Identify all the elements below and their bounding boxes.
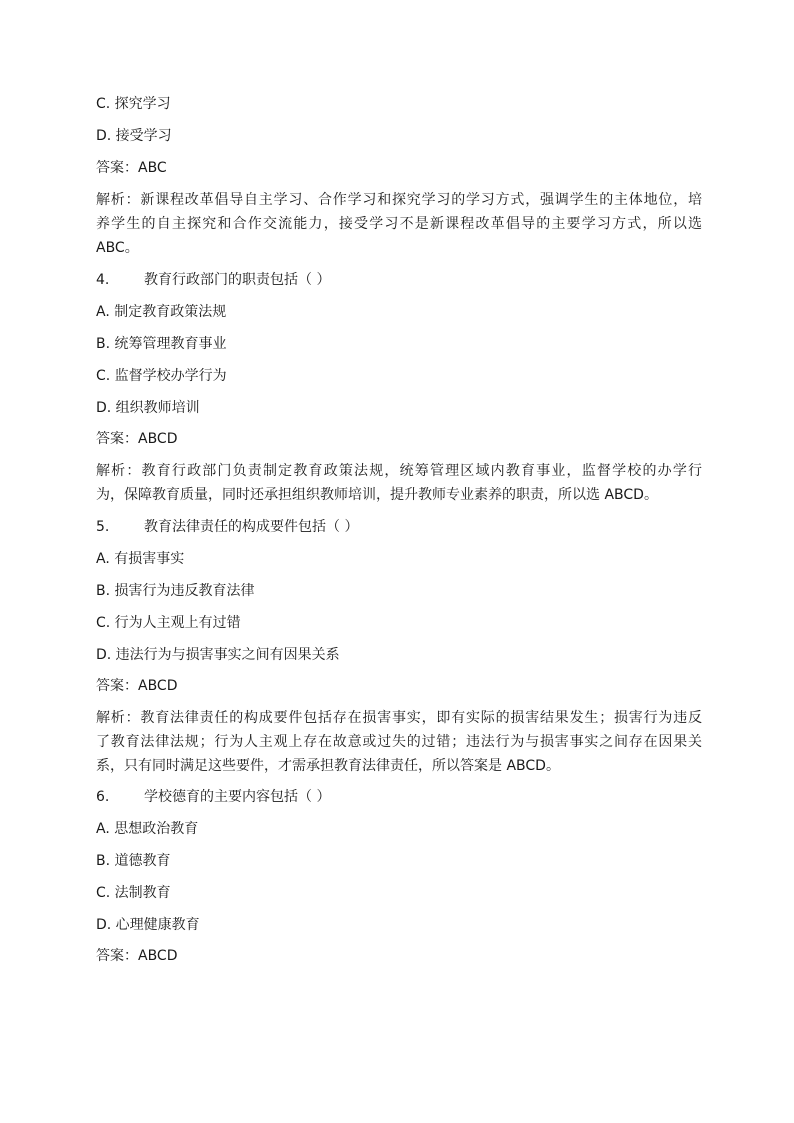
q6-option-b: B. 道德教育	[96, 853, 171, 869]
q5-option-c: C. 行为人主观上有过错	[96, 615, 241, 631]
q4-analysis-line-2: 为，保障教育质量，同时还承担组织教师培训，提升教师专业素养的职责，所以选 ABCD。	[96, 487, 658, 503]
q5-option-d: D. 违法行为与损害事实之间有因果关系	[96, 647, 340, 663]
q4-number: 4.	[96, 272, 110, 288]
q5-option-a: A. 有损害事实	[96, 551, 185, 567]
q5-stem: 教育法律责任的构成要件包括（ ）	[144, 519, 359, 535]
q4-analysis-line-1: 解析：教育行政部门负责制定教育政策法规，统筹管理区域内教育事业，监督学校的办学行	[96, 463, 702, 479]
q5-analysis-line-1: 解析：教育法律责任的构成要件包括存在损害事实，即有实际的损害结果发生；损害行为违反	[96, 710, 702, 726]
q6-number: 6.	[96, 789, 110, 805]
q4-answer: 答案：ABCD	[96, 431, 178, 447]
q6-stem-line	[96, 785, 702, 809]
q4-option-c: C. 监督学校办学行为	[96, 368, 227, 384]
q4-option-a: A. 制定教育政策法规	[96, 304, 227, 320]
q5-option-b: B. 损害行为违反教育法律	[96, 583, 255, 599]
q3-answer: 答案：ABC	[96, 160, 167, 176]
q5-stem-line	[96, 515, 702, 539]
q3-analysis-line-3: ABC。	[96, 240, 139, 256]
q3-analysis-line-1: 解析：新课程改革倡导自主学习、合作学习和探究学习的学习方式，强调学生的主体地位，培	[96, 192, 702, 208]
q4-option-d: D. 组织教师培训	[96, 400, 200, 416]
q3-analysis	[96, 188, 702, 260]
q6-option-d: D. 心理健康教育	[96, 917, 200, 933]
q5-analysis	[96, 706, 702, 778]
q6-answer: 答案：ABCD	[96, 948, 178, 964]
q3-option-d: D. 接受学习	[96, 128, 172, 144]
q5-analysis-line-2: 了教育法律法规；行为人主观上存在故意或过失的过错；违法行为与损害事实之间存在因果关	[96, 734, 702, 750]
q4-analysis	[96, 459, 702, 507]
q6-stem: 学校德育的主要内容包括（ ）	[144, 789, 331, 805]
q4-stem: 教育行政部门的职责包括（ ）	[144, 272, 331, 288]
q4-option-b: B. 统筹管理教育事业	[96, 336, 227, 352]
q3-option-c: C. 探究学习	[96, 96, 171, 112]
q6-option-a: A. 思想政治教育	[96, 821, 199, 837]
q5-answer: 答案：ABCD	[96, 678, 178, 694]
q5-analysis-line-3: 系，只有同时满足这些要件，才需承担教育法律责任，所以答案是 ABCD。	[96, 758, 560, 774]
q5-number: 5.	[96, 519, 110, 535]
q3-analysis-line-2: 养学生的自主探究和合作交流能力，接受学习不是新课程改革倡导的主要学习方式，所以选	[96, 216, 702, 232]
q6-option-c: C. 法制教育	[96, 885, 171, 901]
q4-stem-line	[96, 268, 702, 292]
